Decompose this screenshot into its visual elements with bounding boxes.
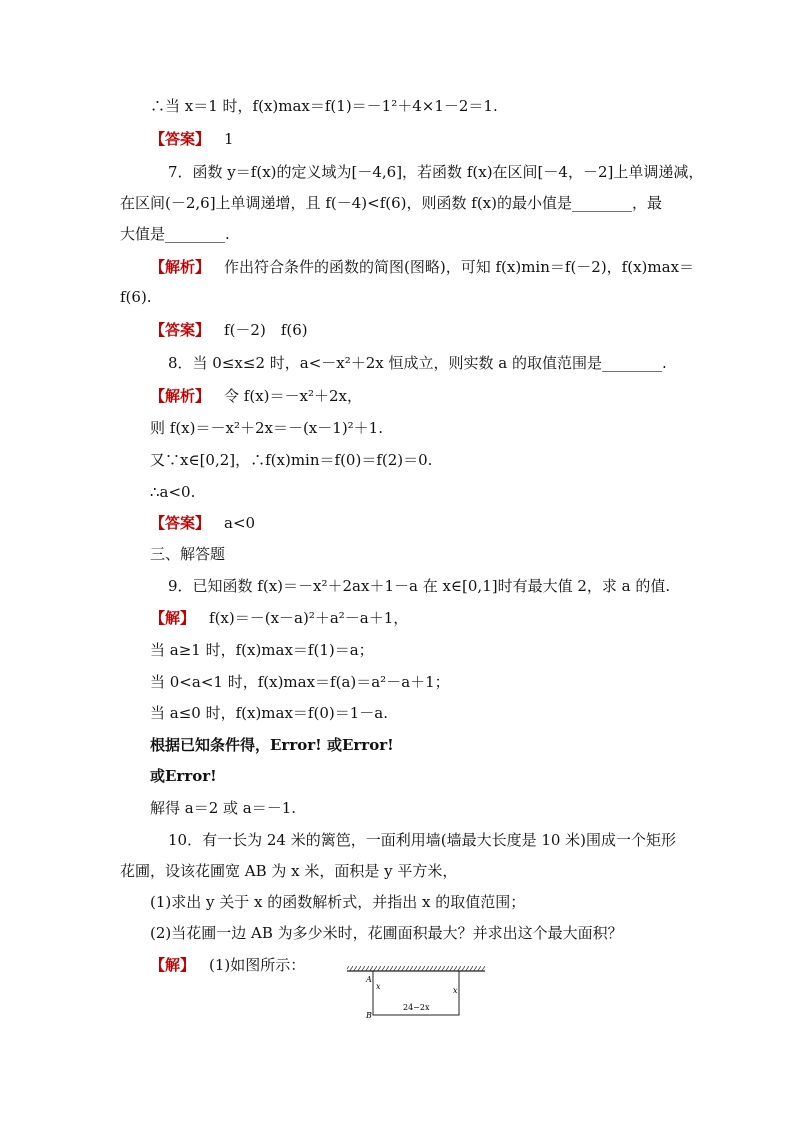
line-text: 三、解答题 bbox=[150, 545, 226, 563]
label-x-left: x bbox=[376, 982, 381, 991]
question-10-line-1 bbox=[168, 830, 676, 850]
line-text: ∴当 x＝1 时，f(x)max＝f(1)＝－1²＋4×1－2＝1. bbox=[150, 97, 498, 115]
question-7-line-3 bbox=[120, 224, 230, 244]
line-text: 又∵x∈[0,2]，∴f(x)min＝f(0)＝f(2)＝0. bbox=[150, 451, 433, 469]
question-9-line bbox=[168, 576, 670, 596]
text-line bbox=[150, 450, 432, 470]
analysis-continuation bbox=[120, 287, 152, 307]
line-text: 8．当 0≤x≤2 时，a<－x²＋2x 恒成立，则实数 a 的取值范围是________. bbox=[168, 354, 667, 372]
label-b: B bbox=[366, 1011, 372, 1020]
answer-tag: 【答案】 bbox=[150, 514, 211, 532]
question-10-line-2 bbox=[120, 861, 457, 881]
analysis-line bbox=[150, 257, 694, 277]
question-7-line-2 bbox=[120, 193, 662, 213]
analysis-text: 令 f(x)＝－x²＋2x， bbox=[224, 387, 362, 405]
analysis-tag: 【解析】 bbox=[150, 258, 211, 276]
line-text: 当 0<a<1 时，f(x)max＝f(a)＝a²－a＋1； bbox=[150, 673, 450, 691]
label-a: A bbox=[366, 975, 372, 984]
solution-line bbox=[150, 955, 305, 975]
line-text: 9．已知函数 f(x)＝－x²＋2ax＋1－a 在 x∈[0,1]时有最大值 2，求 a 的值. bbox=[168, 577, 671, 595]
text-line bbox=[150, 766, 217, 786]
analysis-tag: 【解析】 bbox=[150, 387, 211, 405]
line-text: (1)求出 y 关于 x 的函数解析式，并指出 x 的取值范围； bbox=[150, 893, 526, 911]
question-8-line bbox=[168, 353, 667, 373]
text-line bbox=[150, 482, 195, 502]
solution-text: f(x)＝－(x－a)²＋a²－a＋1， bbox=[209, 609, 409, 627]
label-bottom: 24−2x bbox=[403, 1003, 430, 1012]
line-text: 大值是________. bbox=[120, 225, 230, 243]
section-heading bbox=[150, 544, 225, 564]
answer-line bbox=[150, 129, 234, 149]
line-text: 解得 a＝2 或 a＝－1. bbox=[150, 799, 297, 817]
garden-figure bbox=[345, 966, 487, 1026]
solution-text: (1)如图所示： bbox=[209, 956, 306, 974]
answer-text: a<0 bbox=[224, 514, 256, 532]
answer-text: 1 bbox=[224, 130, 234, 148]
solution-tag: 【解】 bbox=[150, 956, 196, 974]
label-x-right: x bbox=[453, 986, 458, 995]
line-text: 在区间(－2,6]上单调递增，且 f(－4)<f(6)，则函数 f(x)的最小值是________，最 bbox=[120, 194, 662, 212]
text-line bbox=[150, 672, 450, 692]
question-10-part-1 bbox=[150, 892, 525, 912]
line-text: f(6). bbox=[120, 288, 152, 306]
analysis-text: 作出符合条件的函数的简图(图略)，可知 f(x)min＝f(－2)，f(x)max＝ bbox=[224, 258, 695, 276]
line-text: 10．有一长为 24 米的篱笆，一面利用墙(墙最大长度是 10 米)围成一个矩形 bbox=[168, 831, 677, 849]
line-text: 则 f(x)＝－x²＋2x＝－(x－1)²＋1. bbox=[150, 419, 383, 437]
line-text: 当 a≥1 时，f(x)max＝f(1)＝a； bbox=[150, 641, 374, 659]
answer-line bbox=[150, 513, 255, 533]
solution-line bbox=[150, 608, 408, 628]
question-10-part-2 bbox=[150, 923, 623, 943]
answer-line bbox=[150, 320, 308, 340]
answer-tag: 【答案】 bbox=[150, 130, 211, 148]
text-line bbox=[150, 96, 498, 116]
line-text: 根据已知条件得，Error! 或Error! bbox=[150, 736, 394, 754]
text-line bbox=[150, 798, 296, 818]
answer-tag: 【答案】 bbox=[150, 321, 211, 339]
text-line bbox=[150, 640, 374, 660]
question-7-line-1 bbox=[168, 162, 703, 182]
text-line bbox=[150, 418, 383, 438]
wall-hatching bbox=[347, 966, 485, 971]
solution-tag: 【解】 bbox=[150, 609, 196, 627]
line-text: 或Error! bbox=[150, 767, 217, 785]
line-text: 7．函数 y＝f(x)的定义域为[－4,6]，若函数 f(x)在区间[－4，－2]上单调递减， bbox=[168, 163, 704, 181]
line-text: 花圃，设该花圃宽 AB 为 x 米，面积是 y 平方米， bbox=[120, 862, 458, 880]
analysis-line bbox=[150, 386, 362, 406]
answer-text: f(－2) f(6) bbox=[224, 321, 308, 339]
line-text: 当 a≤0 时，f(x)max＝f(0)＝1－a. bbox=[150, 704, 388, 722]
line-text: ∴a<0. bbox=[150, 483, 196, 501]
text-line bbox=[150, 735, 394, 755]
line-text: (2)当花圃一边 AB 为多少米时，花圃面积最大？并求出这个最大面积？ bbox=[150, 924, 623, 942]
text-line bbox=[150, 703, 388, 723]
